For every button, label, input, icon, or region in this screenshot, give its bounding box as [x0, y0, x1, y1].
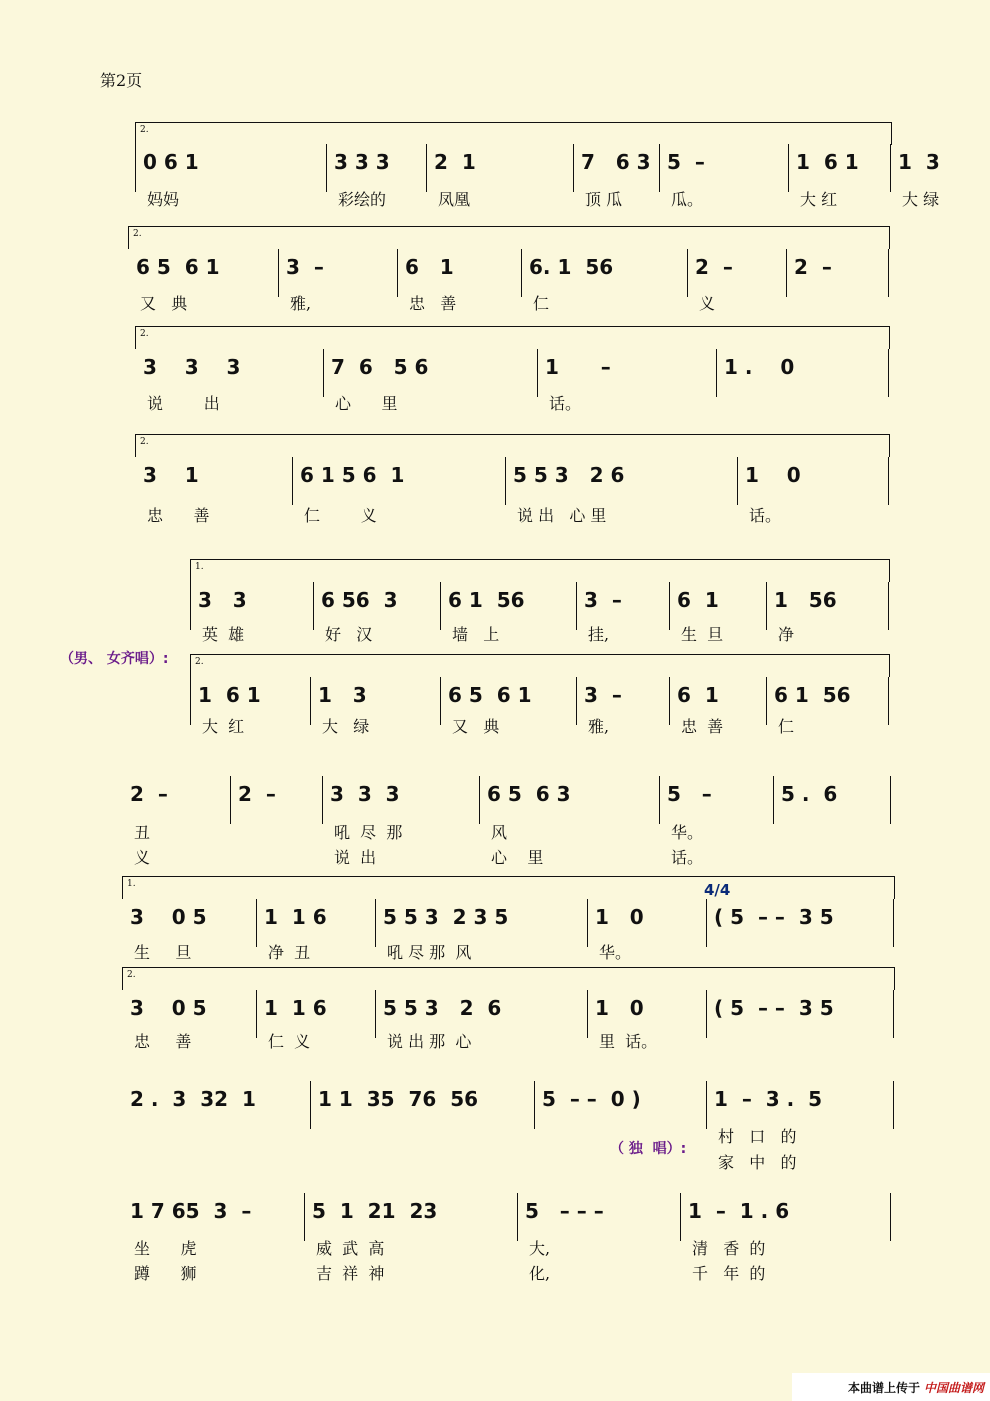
footer-watermark — [792, 1373, 990, 1401]
note-group: 6 56 3 — [321, 588, 398, 612]
time-signature: 4/4 — [704, 881, 731, 899]
lyric-line: 吼 尽 那 — [334, 823, 403, 842]
lyric-line: 坐 虎 — [134, 1239, 197, 1258]
volta-bracket — [135, 326, 890, 349]
lyric-line: 仁 — [533, 294, 550, 313]
lyric-line: 挂, — [588, 625, 610, 644]
footer-brand-logo: 中国曲谱网 — [923, 1380, 984, 1395]
lyric-line: 吉 祥 神 — [316, 1264, 385, 1283]
note-group: 6 5 6 1 — [136, 255, 220, 279]
note-group: 3 – — [584, 683, 622, 707]
lyric-line: 雅, — [290, 294, 312, 313]
lyric-line: 大 绿 — [322, 717, 370, 736]
note-group: 1 . 0 — [724, 355, 795, 379]
bar-line — [326, 144, 327, 192]
note-group: 5 – – – — [525, 1199, 604, 1223]
bar-line — [310, 1081, 311, 1129]
lyric-line: 话。 — [749, 506, 782, 525]
bar-line — [135, 144, 136, 192]
lyric-line: 大 红 — [202, 717, 245, 736]
note-group: 6 1 — [677, 588, 719, 612]
lyric-line: 仁 义 — [268, 1032, 311, 1051]
note-group: 2 . 3 32 1 — [130, 1087, 256, 1111]
lyric-line: 妈妈 — [147, 190, 180, 209]
lyric-line: 丑 — [134, 823, 151, 842]
bar-line — [397, 249, 398, 297]
bar-line — [687, 249, 688, 297]
bar-line — [888, 582, 889, 630]
lyric-line: 村 口 的 — [718, 1127, 797, 1146]
note-group: 1 1 35 76 56 — [318, 1087, 479, 1111]
lyric-line: 说 出 那 心 — [387, 1032, 472, 1051]
lyric-line: 彩绘的 — [338, 190, 387, 209]
note-group: 3 3 — [198, 588, 247, 612]
bar-line — [517, 1193, 518, 1241]
lyric-line: 千 年 的 — [692, 1264, 766, 1283]
bar-line — [426, 144, 427, 192]
lyric-line: 仁 — [778, 717, 795, 736]
bar-line — [440, 677, 441, 725]
lyric-line: 好 汉 — [325, 625, 373, 644]
note-group: 6. 1 56 — [529, 255, 614, 279]
bar-line — [890, 1193, 891, 1241]
lyric-line: 义 — [134, 848, 151, 867]
note-group: 3 1 — [143, 463, 199, 487]
bar-line — [893, 1081, 894, 1129]
note-group: 3 3 3 — [143, 355, 241, 379]
lyric-line: 华。 — [599, 943, 632, 962]
note-group: 1 0 — [595, 996, 644, 1020]
lyric-line: 又 典 — [452, 717, 500, 736]
bar-line — [278, 249, 279, 297]
note-group: ( 5 – – 3 5 — [714, 996, 834, 1020]
volta-number: 2. — [133, 229, 142, 239]
lyric-line: 蹲 狮 — [134, 1264, 197, 1283]
lyric-line: 家 中 的 — [718, 1153, 797, 1172]
bar-line — [587, 990, 588, 1038]
bar-line — [537, 349, 538, 397]
note-group: 3 0 5 — [130, 996, 207, 1020]
lyric-line: 忠 善 — [681, 717, 724, 736]
lyric-line: 心 里 — [491, 848, 544, 867]
volta-bracket — [122, 876, 895, 899]
bar-line — [706, 1081, 707, 1129]
note-group: 5 – – 0 ) — [542, 1087, 641, 1111]
lyric-line: 化, — [529, 1264, 551, 1283]
lyric-line: 大 红 — [800, 190, 838, 209]
volta-number: 1. — [127, 879, 136, 889]
bar-line — [669, 677, 670, 725]
note-group: 6 5 6 3 — [487, 782, 571, 806]
volta-bracket — [135, 434, 890, 457]
note-group: 2 – — [794, 255, 832, 279]
lyric-line: 雅, — [588, 717, 610, 736]
volta-number: 2. — [195, 657, 204, 667]
bar-line — [716, 349, 717, 397]
lyric-line: 威 武 高 — [316, 1239, 385, 1258]
note-group: 0 6 1 — [143, 150, 199, 174]
note-group: 3 3 3 — [330, 782, 400, 806]
note-group: 1 0 — [745, 463, 801, 487]
lyric-line: 墙 上 — [452, 625, 500, 644]
bar-line — [440, 582, 441, 630]
bar-line — [304, 1193, 305, 1241]
lyric-line: 仁 义 — [304, 506, 377, 525]
lyric-line: 忠 善 — [409, 294, 457, 313]
note-group: 5 . 6 — [781, 782, 838, 806]
bar-line — [786, 249, 787, 297]
lyric-line: 清 香 的 — [692, 1239, 766, 1258]
lyric-line: 说 出 心 里 — [517, 506, 607, 525]
note-group: 1 56 — [774, 588, 837, 612]
note-group: 6 1 56 — [774, 683, 851, 707]
note-group: 6 5 6 1 — [448, 683, 532, 707]
lyric-line: 英 雄 — [202, 625, 245, 644]
bar-line — [587, 899, 588, 947]
note-group: 5 5 3 2 3 5 — [383, 905, 509, 929]
bar-line — [890, 776, 891, 824]
lyric-line: 话。 — [671, 848, 704, 867]
note-group: 5 – — [667, 150, 705, 174]
note-group: 1 0 — [595, 905, 644, 929]
note-group: 3 – — [286, 255, 324, 279]
bar-line — [766, 582, 767, 630]
lyric-line: 忠 善 — [147, 506, 210, 525]
lyric-line: 说 出 — [147, 394, 220, 413]
note-group: 1 3 — [318, 683, 367, 707]
lyric-line: 义 — [699, 294, 716, 313]
bar-line — [893, 899, 894, 947]
bar-line — [737, 457, 738, 505]
lyric-line: 生 旦 — [681, 625, 724, 644]
bar-line — [888, 249, 889, 297]
volta-number: 2. — [140, 437, 149, 447]
volta-number: 2. — [140, 125, 149, 135]
bar-line — [505, 457, 506, 505]
note-group: 1 – 3 . 5 — [714, 1087, 823, 1111]
lyric-line: 说 出 — [334, 848, 377, 867]
bar-line — [310, 677, 311, 725]
note-group: 3 0 5 — [130, 905, 207, 929]
lyric-line: 净 — [778, 625, 795, 644]
note-group: 2 1 — [434, 150, 476, 174]
lyric-line: 华。 — [671, 823, 704, 842]
note-group: 5 1 21 23 — [312, 1199, 438, 1223]
note-group: 7 6 3 — [581, 150, 651, 174]
note-group: 6 1 5 6 1 — [300, 463, 405, 487]
note-group: 3 3 3 — [334, 150, 390, 174]
note-group: 2 – — [130, 782, 168, 806]
bar-line — [190, 582, 191, 630]
bar-line — [313, 582, 314, 630]
bar-line — [256, 899, 257, 947]
bar-line — [659, 776, 660, 824]
volta-bracket — [122, 967, 895, 990]
volta-number: 2. — [127, 970, 136, 980]
footer-upload-text: 本曲谱上传于 — [847, 1380, 920, 1395]
bar-line — [479, 776, 480, 824]
volta-number: 1. — [195, 562, 204, 572]
bar-line — [576, 677, 577, 725]
page-title: 第2页 — [100, 71, 143, 90]
bar-line — [888, 349, 889, 397]
note-group: 1 6 1 — [796, 150, 859, 174]
bar-line — [706, 990, 707, 1038]
bar-line — [190, 677, 191, 725]
bar-line — [890, 144, 891, 192]
note-group: 1 6 1 — [198, 683, 261, 707]
lyric-line: 大 绿 — [902, 190, 940, 209]
note-group: 6 1 56 — [448, 588, 525, 612]
note-group: 1 7 65 3 – — [130, 1199, 252, 1223]
bar-line — [375, 990, 376, 1038]
note-group: ( 5 – – 3 5 — [714, 905, 834, 929]
lyric-line: 又 典 — [140, 294, 188, 313]
bar-line — [706, 899, 707, 947]
bar-line — [534, 1081, 535, 1129]
part-cue-solo: （ 独 唱）: — [610, 1141, 687, 1157]
lyric-line: 忠 善 — [134, 1032, 192, 1051]
lyric-line: 风 — [491, 823, 508, 842]
lyric-line: 生 旦 — [134, 943, 192, 962]
volta-number: 2. — [140, 329, 149, 339]
bar-line — [323, 349, 324, 397]
volta-bracket — [128, 226, 890, 249]
bar-line — [576, 582, 577, 630]
bar-line — [773, 776, 774, 824]
bar-line — [669, 582, 670, 630]
note-group: 2 – — [695, 255, 733, 279]
lyric-line: 净 丑 — [268, 943, 311, 962]
note-group: 1 – — [545, 355, 611, 379]
lyric-line: 吼 尽 那 风 — [387, 943, 472, 962]
bar-line — [888, 677, 889, 725]
volta-bracket — [135, 122, 892, 145]
bar-line — [573, 144, 574, 192]
note-group: 5 – — [667, 782, 712, 806]
note-group: 1 – 1 . 6 — [688, 1199, 790, 1223]
lyric-line: 心 里 — [335, 394, 398, 413]
bar-line — [375, 899, 376, 947]
bar-line — [292, 457, 293, 505]
note-group: 2 – — [238, 782, 276, 806]
lyric-line: 凤凰 — [438, 190, 471, 209]
bar-line — [230, 776, 231, 824]
bar-line — [521, 249, 522, 297]
note-group: 7 6 5 6 — [331, 355, 429, 379]
lyric-line: 话。 — [549, 394, 582, 413]
note-group: 1 1 6 — [264, 996, 327, 1020]
bar-line — [659, 144, 660, 192]
note-group: 6 1 — [677, 683, 719, 707]
bar-line — [788, 144, 789, 192]
note-group: 5 5 3 2 6 — [383, 996, 502, 1020]
lyric-line: 大, — [529, 1239, 551, 1258]
bar-line — [888, 457, 889, 505]
lyric-line: 里 话。 — [599, 1032, 658, 1051]
note-group: 1 1 6 — [264, 905, 327, 929]
lyric-line: 瓜。 — [671, 190, 704, 209]
bar-line — [893, 990, 894, 1038]
bar-line — [256, 990, 257, 1038]
note-group: 5 5 3 2 6 — [513, 463, 625, 487]
part-cue-duet: （男、 女齐唱）: — [60, 651, 169, 667]
note-group: 1 3 — [898, 150, 940, 174]
volta-bracket — [190, 654, 890, 677]
bar-line — [680, 1193, 681, 1241]
note-group: 6 1 — [405, 255, 454, 279]
note-group: 3 – — [584, 588, 622, 612]
lyric-line: 顶 瓜 — [585, 190, 623, 209]
bar-line — [322, 776, 323, 824]
volta-bracket — [190, 559, 890, 582]
bar-line — [766, 677, 767, 725]
